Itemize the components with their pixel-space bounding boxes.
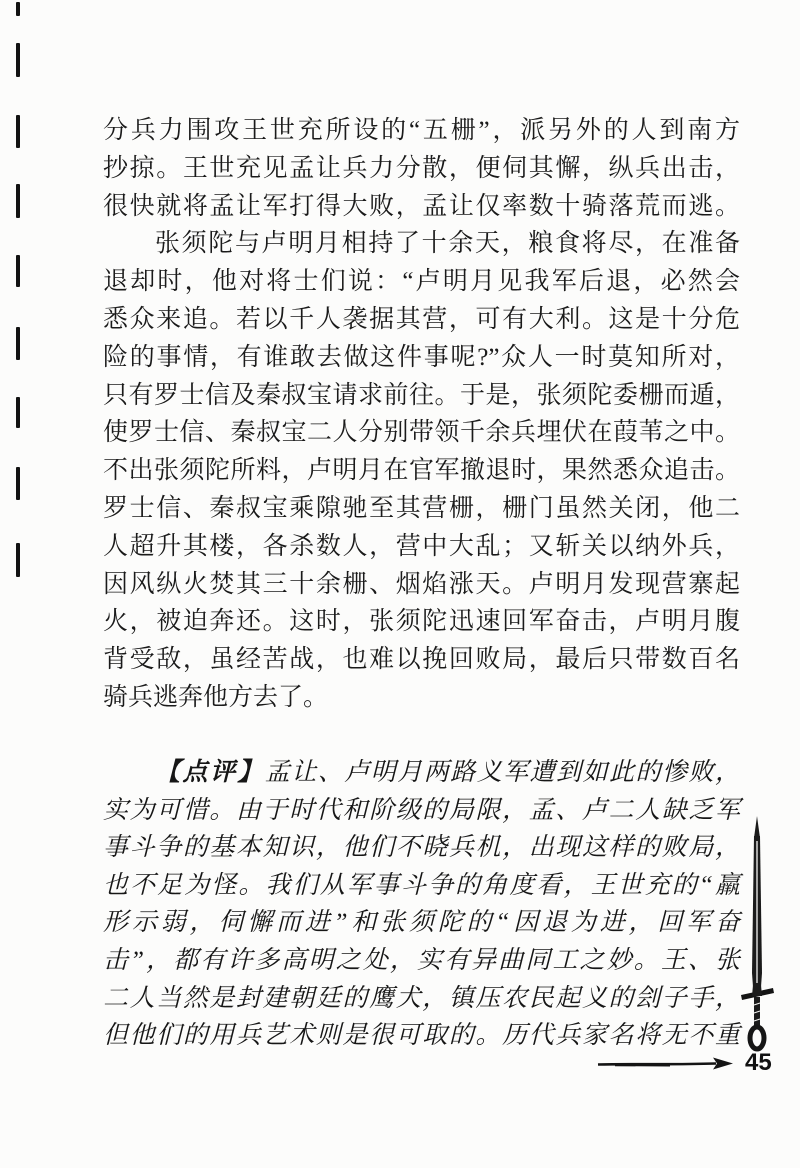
binding-mark [16,543,20,577]
text-line: 【点评】孟让、卢明月两路义军遭到如此的惨败， [155,759,740,786]
text-line: 实为可惜。由于时代和阶级的局限，孟、卢二人缺乏军 [103,796,740,824]
commentary-text [103,754,740,1055]
text-line: 也不足为怪。我们从军事斗争的角度看，王世充的“羸 [103,871,740,899]
text-line: 二人当然是封建朝廷的鹰犬，镇压农民起义的刽子手， [103,984,740,1012]
text-line: 事斗争的基本知识，他们不晓兵机，出现这样的败局， [103,834,740,862]
text-line: 只有罗士信及秦叔宝请求前往。于是，张须陀委栅而遁， [103,381,740,409]
sword-illustration-icon [733,815,779,1055]
text-line: 击”，都有许多高明之处，实有异曲同工之妙。王、张 [103,946,740,974]
page-number: 45 [745,1049,772,1076]
binding-mark [16,327,20,360]
text-line: 火，被迫奔还。这时，张须陀迅速回军奋击，卢明月腹 [103,608,740,636]
binding-mark [16,255,20,287]
text-line: 背受敌，虽经苦战，也难以挽回败局，最后只带数百名 [103,646,740,674]
binding-mark [16,467,20,500]
text-line: 形示弱，伺懈而进”和张须陀的“因退为进，回军奋 [103,909,740,937]
text-line: 悉众来追。若以千人袭据其营，可有大利。这是十分危 [103,305,740,333]
text-line: 分兵力围攻王世充所设的“五栅”，派另外的人到南方 [103,117,740,144]
text-line: 因风纵火焚其三十余栅、烟焰涨天。卢明月发现营寨起 [103,570,740,598]
binding-mark [16,184,20,218]
text-line: 但他们的用兵艺术则是很可取的。历代兵家名将无不重 [103,1022,740,1050]
main-text [103,112,740,717]
binding-mark [16,397,20,428]
binding-mark [16,43,20,77]
text-line: 骑兵逃奔他方去了。 [103,683,329,711]
text-line: 不出张须陀所料，卢明月在官军撤退时，果然悉众追击。 [103,457,740,485]
text-line: 很快就将孟让军打得大败，孟让仅率数十骑落荒而逃。 [103,192,740,220]
binding-mark [16,115,20,148]
text-line: 抄掠。王世充见孟让兵力分散，便伺其懈，纵兵出击， [103,154,740,182]
text-line: 人超升其楼，各杀数人，营中大乱；又斩关以纳外兵， [103,532,740,560]
continuation-arrow-icon [595,1055,735,1073]
text-line: 罗士信、秦叔宝乘隙驰至其营栅，栅门虽然关闭，他二 [103,494,740,522]
text-line: 张须陀与卢明月相持了十余天，粮食将尽，在准备 [155,230,740,258]
commentary-label: 【点评】 [155,759,265,786]
text-line: 使罗士信、秦叔宝二人分别带领千余兵埋伏在葭苇之中。 [103,419,740,447]
text-line: 退却时，他对将士们说：“卢明月见我军后退，必然会 [103,268,740,296]
binding-mark [16,2,20,16]
text-line: 险的事情，有谁敢去做这件事呢?”众人一时莫知所对， [103,343,740,371]
